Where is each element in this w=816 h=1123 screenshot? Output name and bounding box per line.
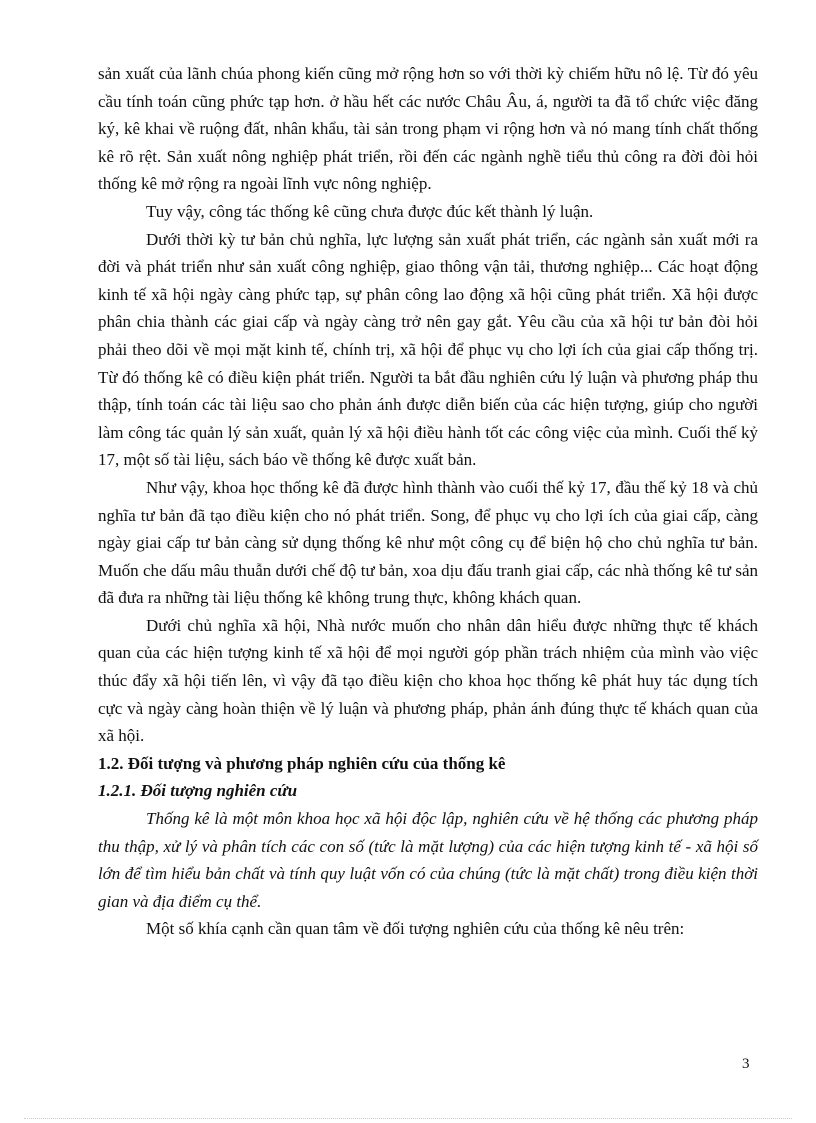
paragraph-capitalism-development: Dưới thời kỳ tư bản chủ nghĩa, lực lượng sản xuất phát triển, các ngành sản xuất mới ra đời và phát triển như sản xuất công nghiệp, giao thông vận tải, thương nghiệp... Các hoạt động kinh tế xã hội ngày càng phức tạp, sự phân công lao động xã hội cũng phát triển. Xã hội được phân chia thành các giai cấp và ngày càng trở nên gay gắt. Yêu cầu của xã hội tư bản đòi hỏi phải theo dõi về mọi mặt kinh tế, chính trị, xã hội để phục vụ cho lợi ích của giai cấp thống trị. Từ đó thống kê có điều kiện phát triển. Người ta bắt đầu nghiên cứu lý luận và phương pháp thu thập, tính toán các tài liệu sao cho phản ánh được diễn biến của các hiện tượng, giúp cho người làm công tác quản lý sản xuất, quản lý xã hội điều hành tốt các công việc của mình. Cuối thế kỷ 17, một số tài liệu, sách báo về thống kê được xuất bản. [98,229,758,470]
document-page [98,60,758,943]
closing-paragraph: Một số khía cạnh cần quan tâm về đối tượng nghiên cứu của thống kê nêu trên: [146,919,685,939]
paragraph-no-theory: Tuy vậy, công tác thống kê cũng chưa được đúc kết thành lý luận. [146,201,594,221]
paragraph-science-formation: Như vậy, khoa học thống kê đã được hình thành vào cuối thế kỷ 17, đầu thế kỷ 18 và chủ nghĩa tư bản đã tạo điều kiện cho nó phát triển. Song, để phục vụ cho lợi ích của giai cấp, càng ngày giai cấp tư bản càng sử dụng thống kê như một công cụ để biện hộ cho chủ nghĩa tư bản. Muốn che dấu mâu thuẫn dưới chế độ tư bản, xoa dịu đấu tranh giai cấp, các nhà thống kê tư sản đã đưa ra những tài liệu thống kê không trung thực, không khách quan. [98,477,758,608]
page-bottom-divider [24,1118,792,1119]
page-number: 3 [742,1056,750,1072]
subsection-heading: 1.2.1. Đối tượng nghiên cứu [98,781,298,801]
section-heading: 1.2. Đối tượng và phương pháp nghiên cứu của thống kê [98,753,506,773]
paragraph-feudal-statistics: sản xuất của lãnh chúa phong kiến cũng mở rộng hơn so với thời kỳ chiếm hữu nô lệ. Từ đó yêu cầu tính toán cũng phức tạp hơn. ở hầu hết các nước Châu Âu, á, người ta đã tổ chức việc đăng ký, kê khai về ruộng đất, nhân khẩu, tài sản trong phạm vi rộng hơn và nó mang tính chất thống kê rõ rệt. Sản xuất nông nghiệp phát triển, rồi đến các ngành nghề tiểu thủ công ra đời đòi hỏi thống kê mở rộng ra ngoài lĩnh vực nông nghiệp. [98,64,758,194]
paragraph-socialism: Dưới chủ nghĩa xã hội, Nhà nước muốn cho nhân dân hiểu được những thực tế khách quan của các hiện tượng kinh tế xã hội để mọi người góp phần trách nhiệm của mình vào việc thúc đẩy xã hội tiến lên, vì vậy đã tạo điều kiện cho khoa học thống kê phát huy tác dụng tích cực và ngày càng hoàn thiện về lý luận và phương pháp, phản ánh đúng thực tế khách quan của xã hội. [98,615,758,746]
definition-paragraph: Thống kê là một môn khoa học xã hội độc lập, nghiên cứu về hệ thống các phương pháp thu thập, xử lý và phân tích các con số (tức là mặt lượng) của các hiện tượng kinh tế - xã hội số lớn để tìm hiểu bản chất và tính quy luật vốn có của chúng (tức là mặt chất) trong điều kiện thời gian và địa điểm cụ thể. [98,809,758,911]
